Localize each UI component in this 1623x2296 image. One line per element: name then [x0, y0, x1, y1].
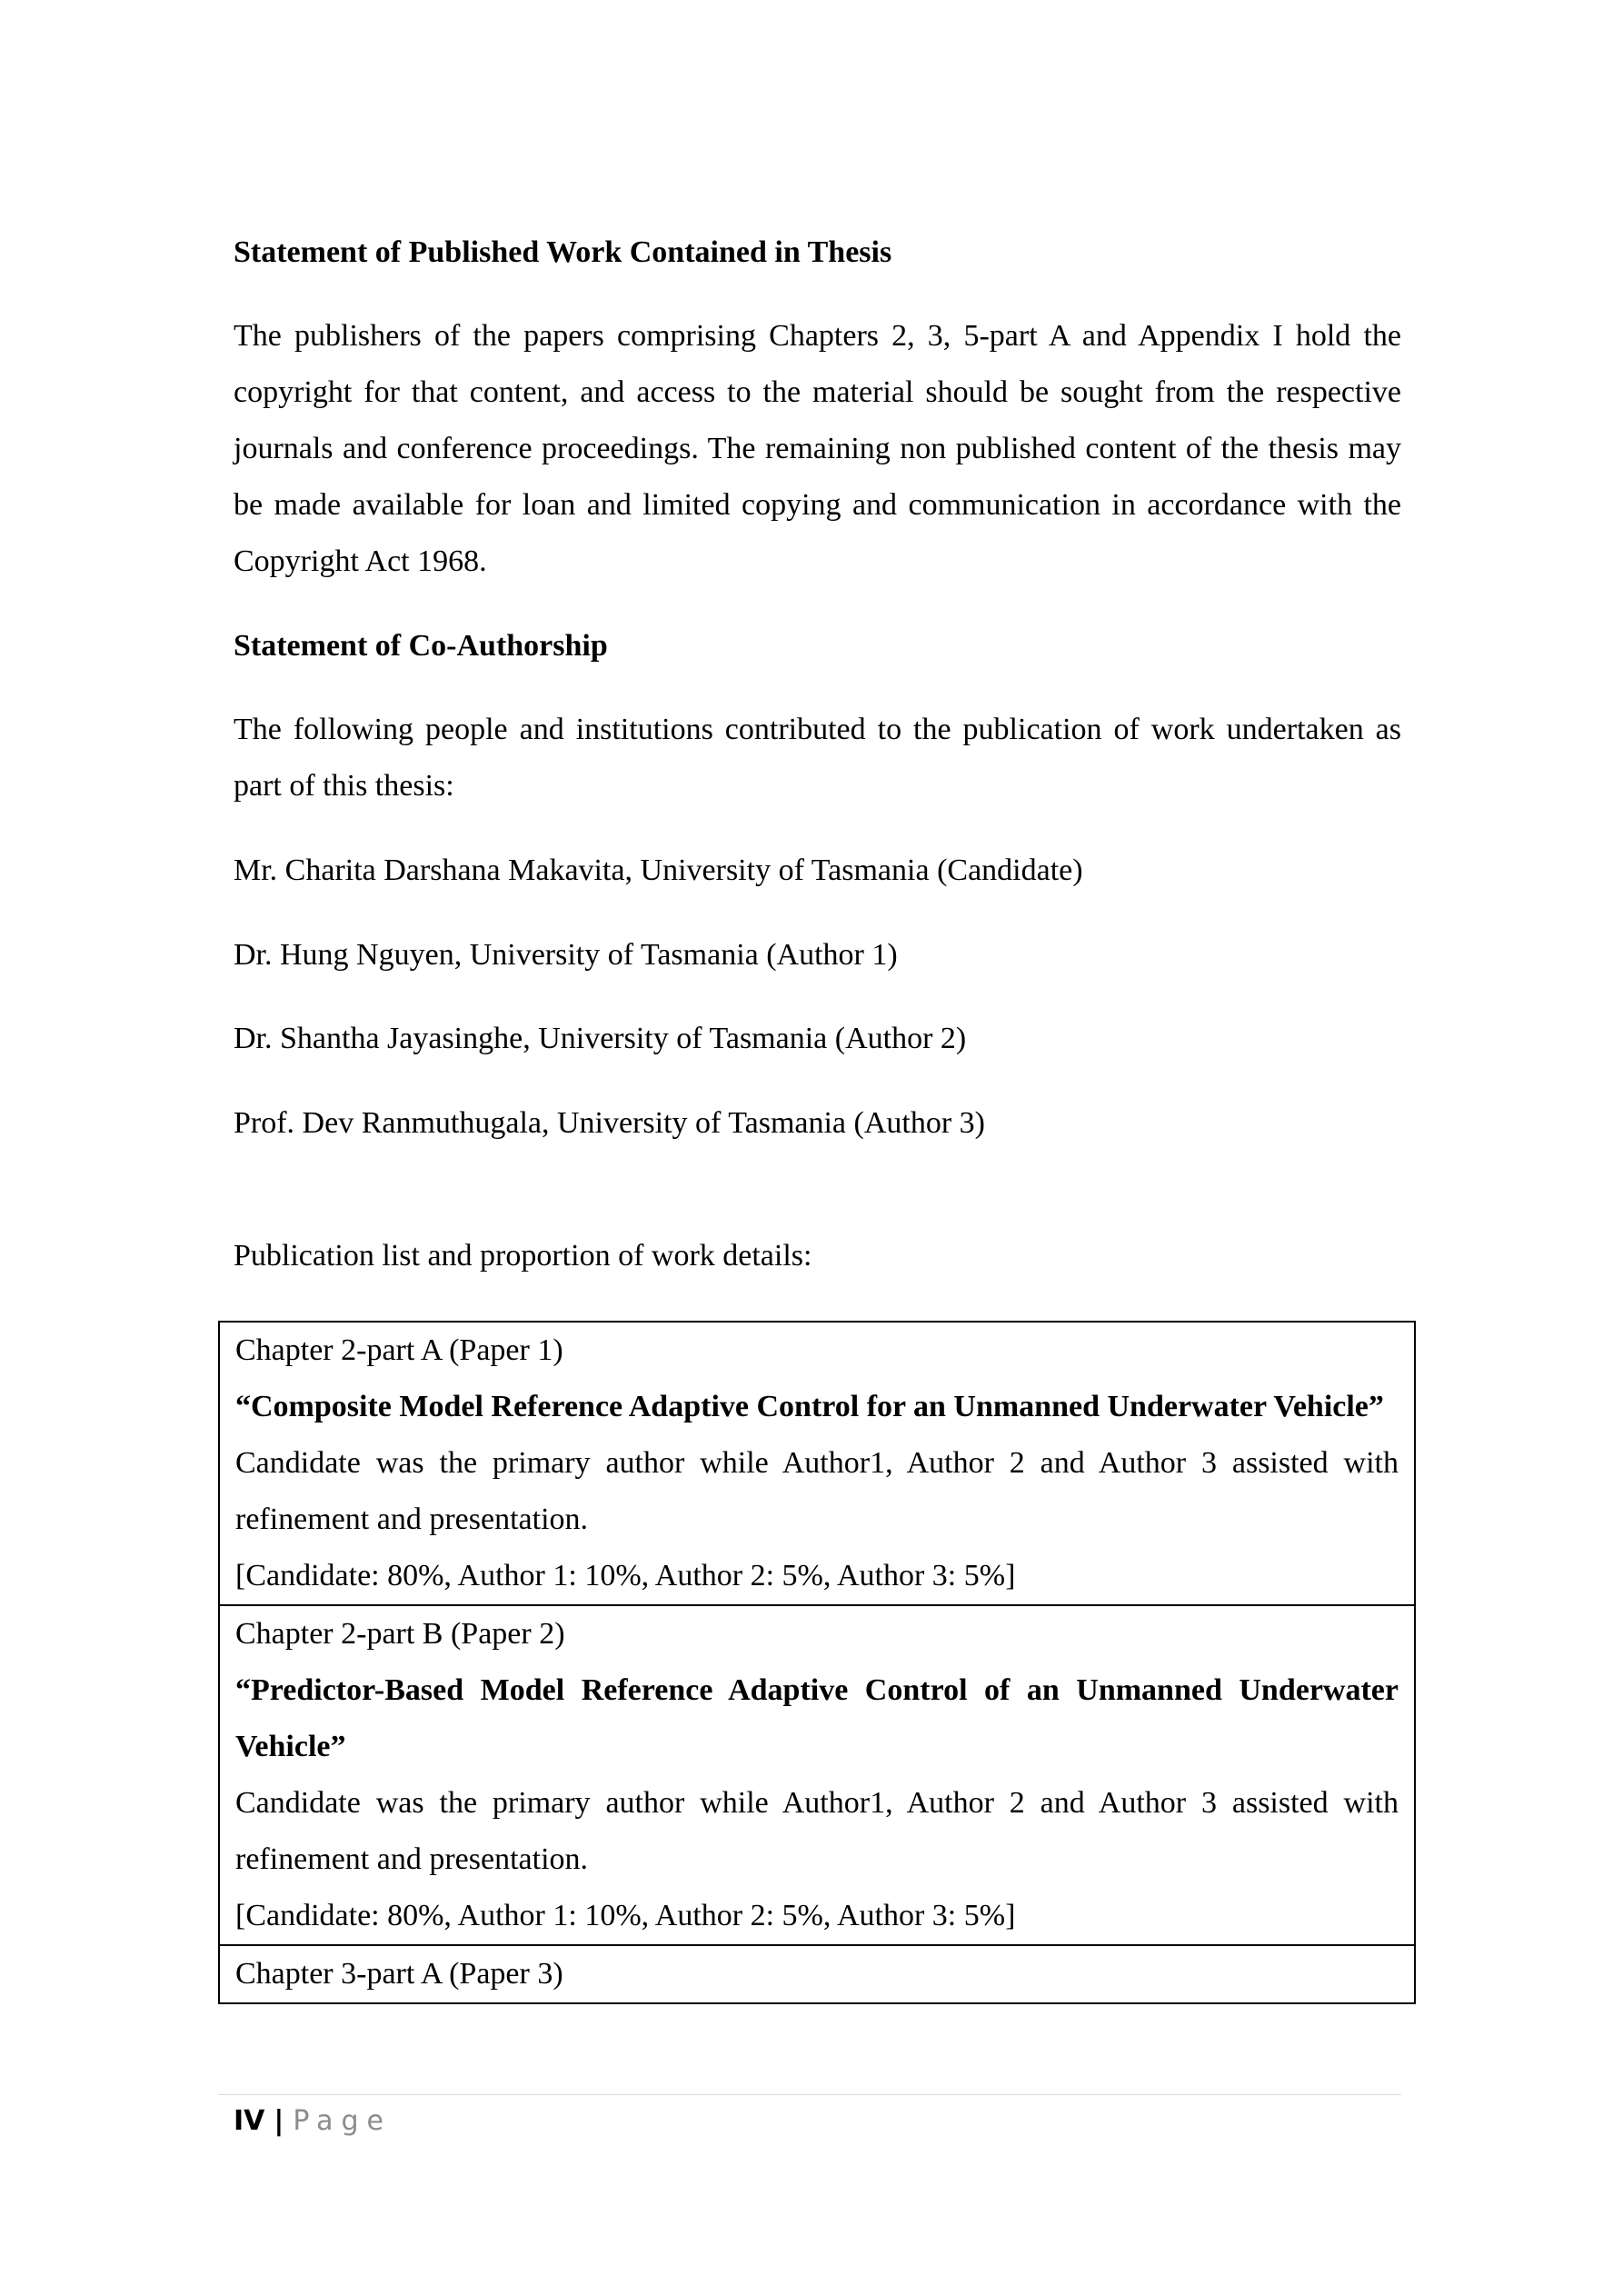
contributor-author-2: Dr. Shantha Jayasinghe, University of Tasmania (Author 2): [234, 1022, 967, 1055]
page-label: Page: [293, 2105, 392, 2137]
publication-proportion: [Candidate: 80%, Author 1: 10%, Author 2: 5%, Author 3: 5%]: [235, 1559, 1016, 1592]
publication-entry-paper-1: [220, 1323, 1414, 1606]
published-work-body: The publishers of the papers comprising Chapters 2, 3, 5-part A and Appendix I hold the copyright for that content, and access to the material should be sought from the respective journals and conference proceedings. The remaining non published content of the thesis may be made available for loan and limited copying and communication in accordance with the Copyright Act 1968.: [234, 319, 1401, 578]
published-work-heading: Statement of Published Work Contained in Thesis: [234, 235, 892, 269]
publication-proportion: [Candidate: 80%, Author 1: 10%, Author 2: 5%, Author 3: 5%]: [235, 1899, 1016, 1932]
publication-chapter: Chapter 3-part A (Paper 3): [235, 1957, 563, 1991]
contributor-author-1: Dr. Hung Nguyen, University of Tasmania (Author 1): [234, 938, 898, 972]
page-footer: [234, 2100, 392, 2143]
contributor-candidate: Mr. Charita Darshana Makavita, University of Tasmania (Candidate): [234, 854, 1083, 887]
publication-title: “Predictor-Based Model Reference Adaptive Control of an Unmanned Underwater Vehicle”: [235, 1673, 1399, 1763]
publication-table: [218, 1321, 1416, 2004]
publication-list-intro: Publication list and proportion of work details:: [234, 1239, 812, 1273]
footer-divider: [218, 2094, 1401, 2095]
contributor-author-3: Prof. Dev Ranmuthugala, University of Tasmania (Author 3): [234, 1106, 985, 1140]
page-number: IV: [234, 2105, 265, 2137]
publication-chapter: Chapter 2-part A (Paper 1): [235, 1333, 563, 1367]
co-authorship-heading: Statement of Co-Authorship: [234, 629, 608, 663]
publication-entry-paper-2: [220, 1606, 1414, 1946]
footer-separator: |: [274, 2105, 284, 2137]
publication-chapter: Chapter 2-part B (Paper 2): [235, 1617, 565, 1651]
publication-description: Candidate was the primary author while Author1, Author 2 and Author 3 assisted with refinement and presentation.: [235, 1786, 1399, 1876]
publication-title: “Composite Model Reference Adaptive Control for an Unmanned Underwater Vehicle”: [235, 1390, 1384, 1423]
publication-description: Candidate was the primary author while Author1, Author 2 and Author 3 assisted with refinement and presentation.: [235, 1446, 1399, 1536]
publication-entry-paper-3: [220, 1946, 1414, 2002]
co-authorship-intro: The following people and institutions contributed to the publication of work undertaken as part of this thesis:: [234, 713, 1401, 803]
